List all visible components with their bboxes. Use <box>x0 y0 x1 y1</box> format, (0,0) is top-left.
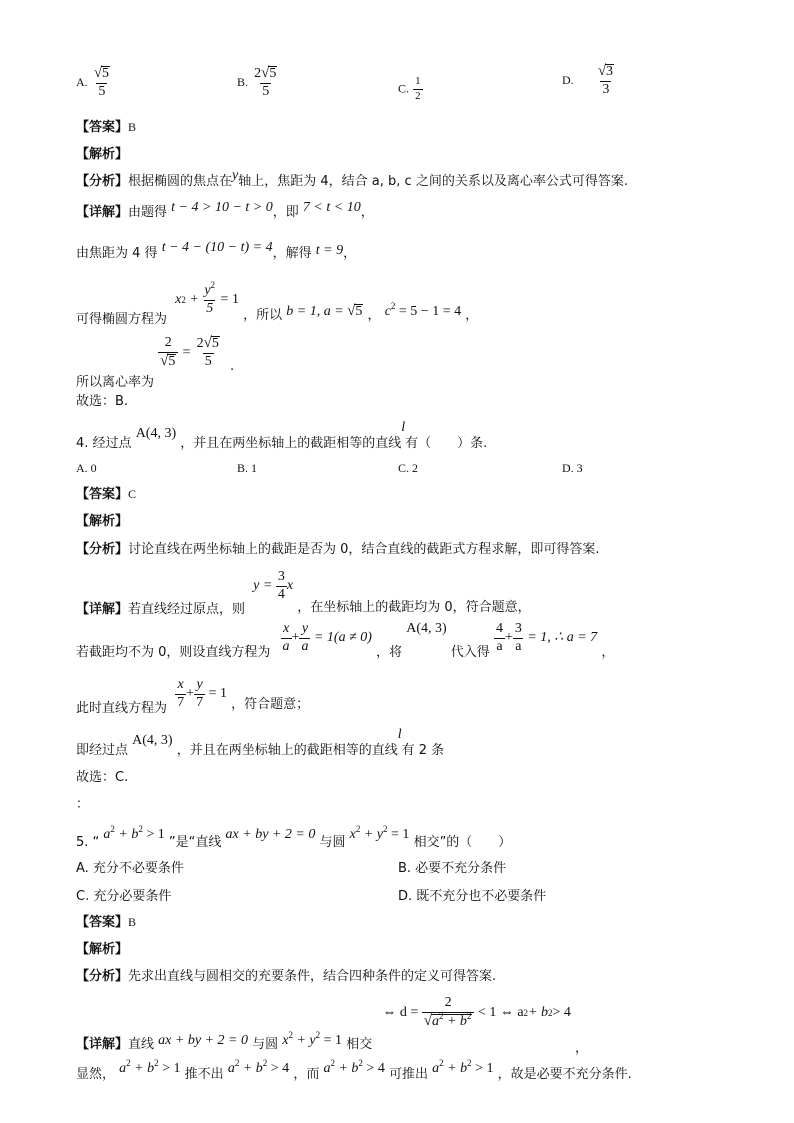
q4-conclusion: 故选：C. <box>76 770 129 785</box>
q3-answer: 【答案】B <box>76 120 137 135</box>
q3-detail-line-3: 可得椭圆方程为 x 2 + $\frac{y^2}{5}$ = 1 ，所以 b = 1, a = √ 5 ， $c^2 = 5 - 1 = 4$ ， <box>76 280 479 328</box>
option-a-value: √ 5 5 <box>93 65 110 99</box>
q5-answer: 【答案】B <box>76 915 137 930</box>
option-label: D. <box>562 73 574 88</box>
q5-option-b: B. 必要不充分条件 <box>398 861 507 876</box>
stray-colon: ： <box>76 797 90 812</box>
q4-option-a: A. 0 <box>76 461 97 475</box>
q5-option-a: A. 充分不必要条件 <box>76 861 184 876</box>
q4-option-d: D. 3 <box>562 461 583 475</box>
q4-answer: 【答案】C <box>76 487 137 502</box>
option-b-value: 2 √ 5 5 <box>254 65 277 99</box>
q4-detail-line-2: 若截距均不为 0，则设直线方程为 $\frac{x}{a}$ + $\frac{y}{a}$ = 1(a ≠ 0) ，将 A(4, 3) 代入得 $\frac{4}{a}$ + $\frac{3}{a}$ = 1, ∴ a = 7 ， <box>76 621 615 660</box>
q4-detail-line-1: 【详解】若直线经过原点，则 y = $\frac{3}{4}$ x ，在坐标轴上的截距均为 0，符合题意， <box>76 569 531 618</box>
q3-detail-line-1: 【详解】由题得 t − 4 > 10 − t > 0，即 7 < t < 10， <box>76 200 374 220</box>
option-d-value: √ 3 3 <box>597 63 614 97</box>
q3-analysis-heading: 【解析】 <box>76 147 129 162</box>
q4-option-c: C. 2 <box>398 461 419 475</box>
option-c-value: $\frac{1}{2}$ <box>415 75 421 102</box>
q5-fenxi: 【分析】先求出直线与圆相交的充要条件，结合四种条件的定义可得答案. <box>76 969 497 984</box>
q3-detail-line-2: 由焦距为 4 得 t − 4 − (10 − t) = 4，解得 t = 9， <box>76 240 357 261</box>
q4-analysis-heading: 【解析】 <box>76 514 129 529</box>
q5-detail-line-2: 显然， $a^2 + b^2 > 1$ 推不出 $a^2 + b^2 > 4$ ，而 $a^2 + b^2 > 4$ 可推出 $a^2 + b^2 > 1$ ，故是必要不充分条件. <box>76 1058 632 1082</box>
option-label: A. <box>76 75 88 90</box>
q3-conclusion: 故选：B. <box>76 394 129 409</box>
q4-option-b: B. 1 <box>237 461 258 475</box>
q5-stem: 5. “ $a^2 + b^2 > 1$ ”是“直线 ax + by + 2 = 0 与圆 $x^2 + y^2 = 1$ 相交”的（ ） <box>76 824 512 850</box>
q3-detail-line-4: 所以离心率为 2 √ 5 = 2 √ 5 5 . <box>76 335 235 391</box>
option-b <box>237 66 279 99</box>
q5-option-c: C. 充分必要条件 <box>76 889 172 904</box>
q4-detail-line-4: 即经过点 A(4, 3) ，并且在两坐标轴上的截距相等的直线$^l$有 2 条 <box>76 727 445 758</box>
option-a <box>76 66 112 99</box>
option-c <box>398 76 423 102</box>
q4-fenxi: 【分析】讨论直线在两坐标轴上的截距是否为 0，结合直线的截距式方程求解，即可得答案. <box>76 542 600 557</box>
option-label: B. <box>237 75 249 90</box>
q5-analysis-heading: 【解析】 <box>76 942 129 957</box>
option-label: C. <box>398 81 410 96</box>
q4-detail-line-3: 此时直线方程为 $\frac{x}{7}$ + $\frac{y}{7}$ = 1 ，符合题意； <box>76 677 310 716</box>
q5-option-d: D. 既不充分也不必要条件 <box>398 889 547 904</box>
q3-fenxi: 【分析】根据椭圆的焦点在$^y$轴上，焦距为 4，结合 a, b, c 之间的关系以及离心率公式可得答案. <box>76 168 628 189</box>
q5-detail-line-1: 【详解】直线 ax + by + 2 = 0 与圆 $x^2 + y^2 = 1$ 相交 ⇔ d = 2 √ $a^2 + b^2$ < 1 ⇔ a 2 + b 2 > 4 ， <box>76 995 589 1056</box>
option-d <box>562 64 616 97</box>
q4-stem: 4. 经过点 A(4, 3) ，并且在两坐标轴上的截距相等的直线$^l$有（ ）条. <box>76 420 488 451</box>
